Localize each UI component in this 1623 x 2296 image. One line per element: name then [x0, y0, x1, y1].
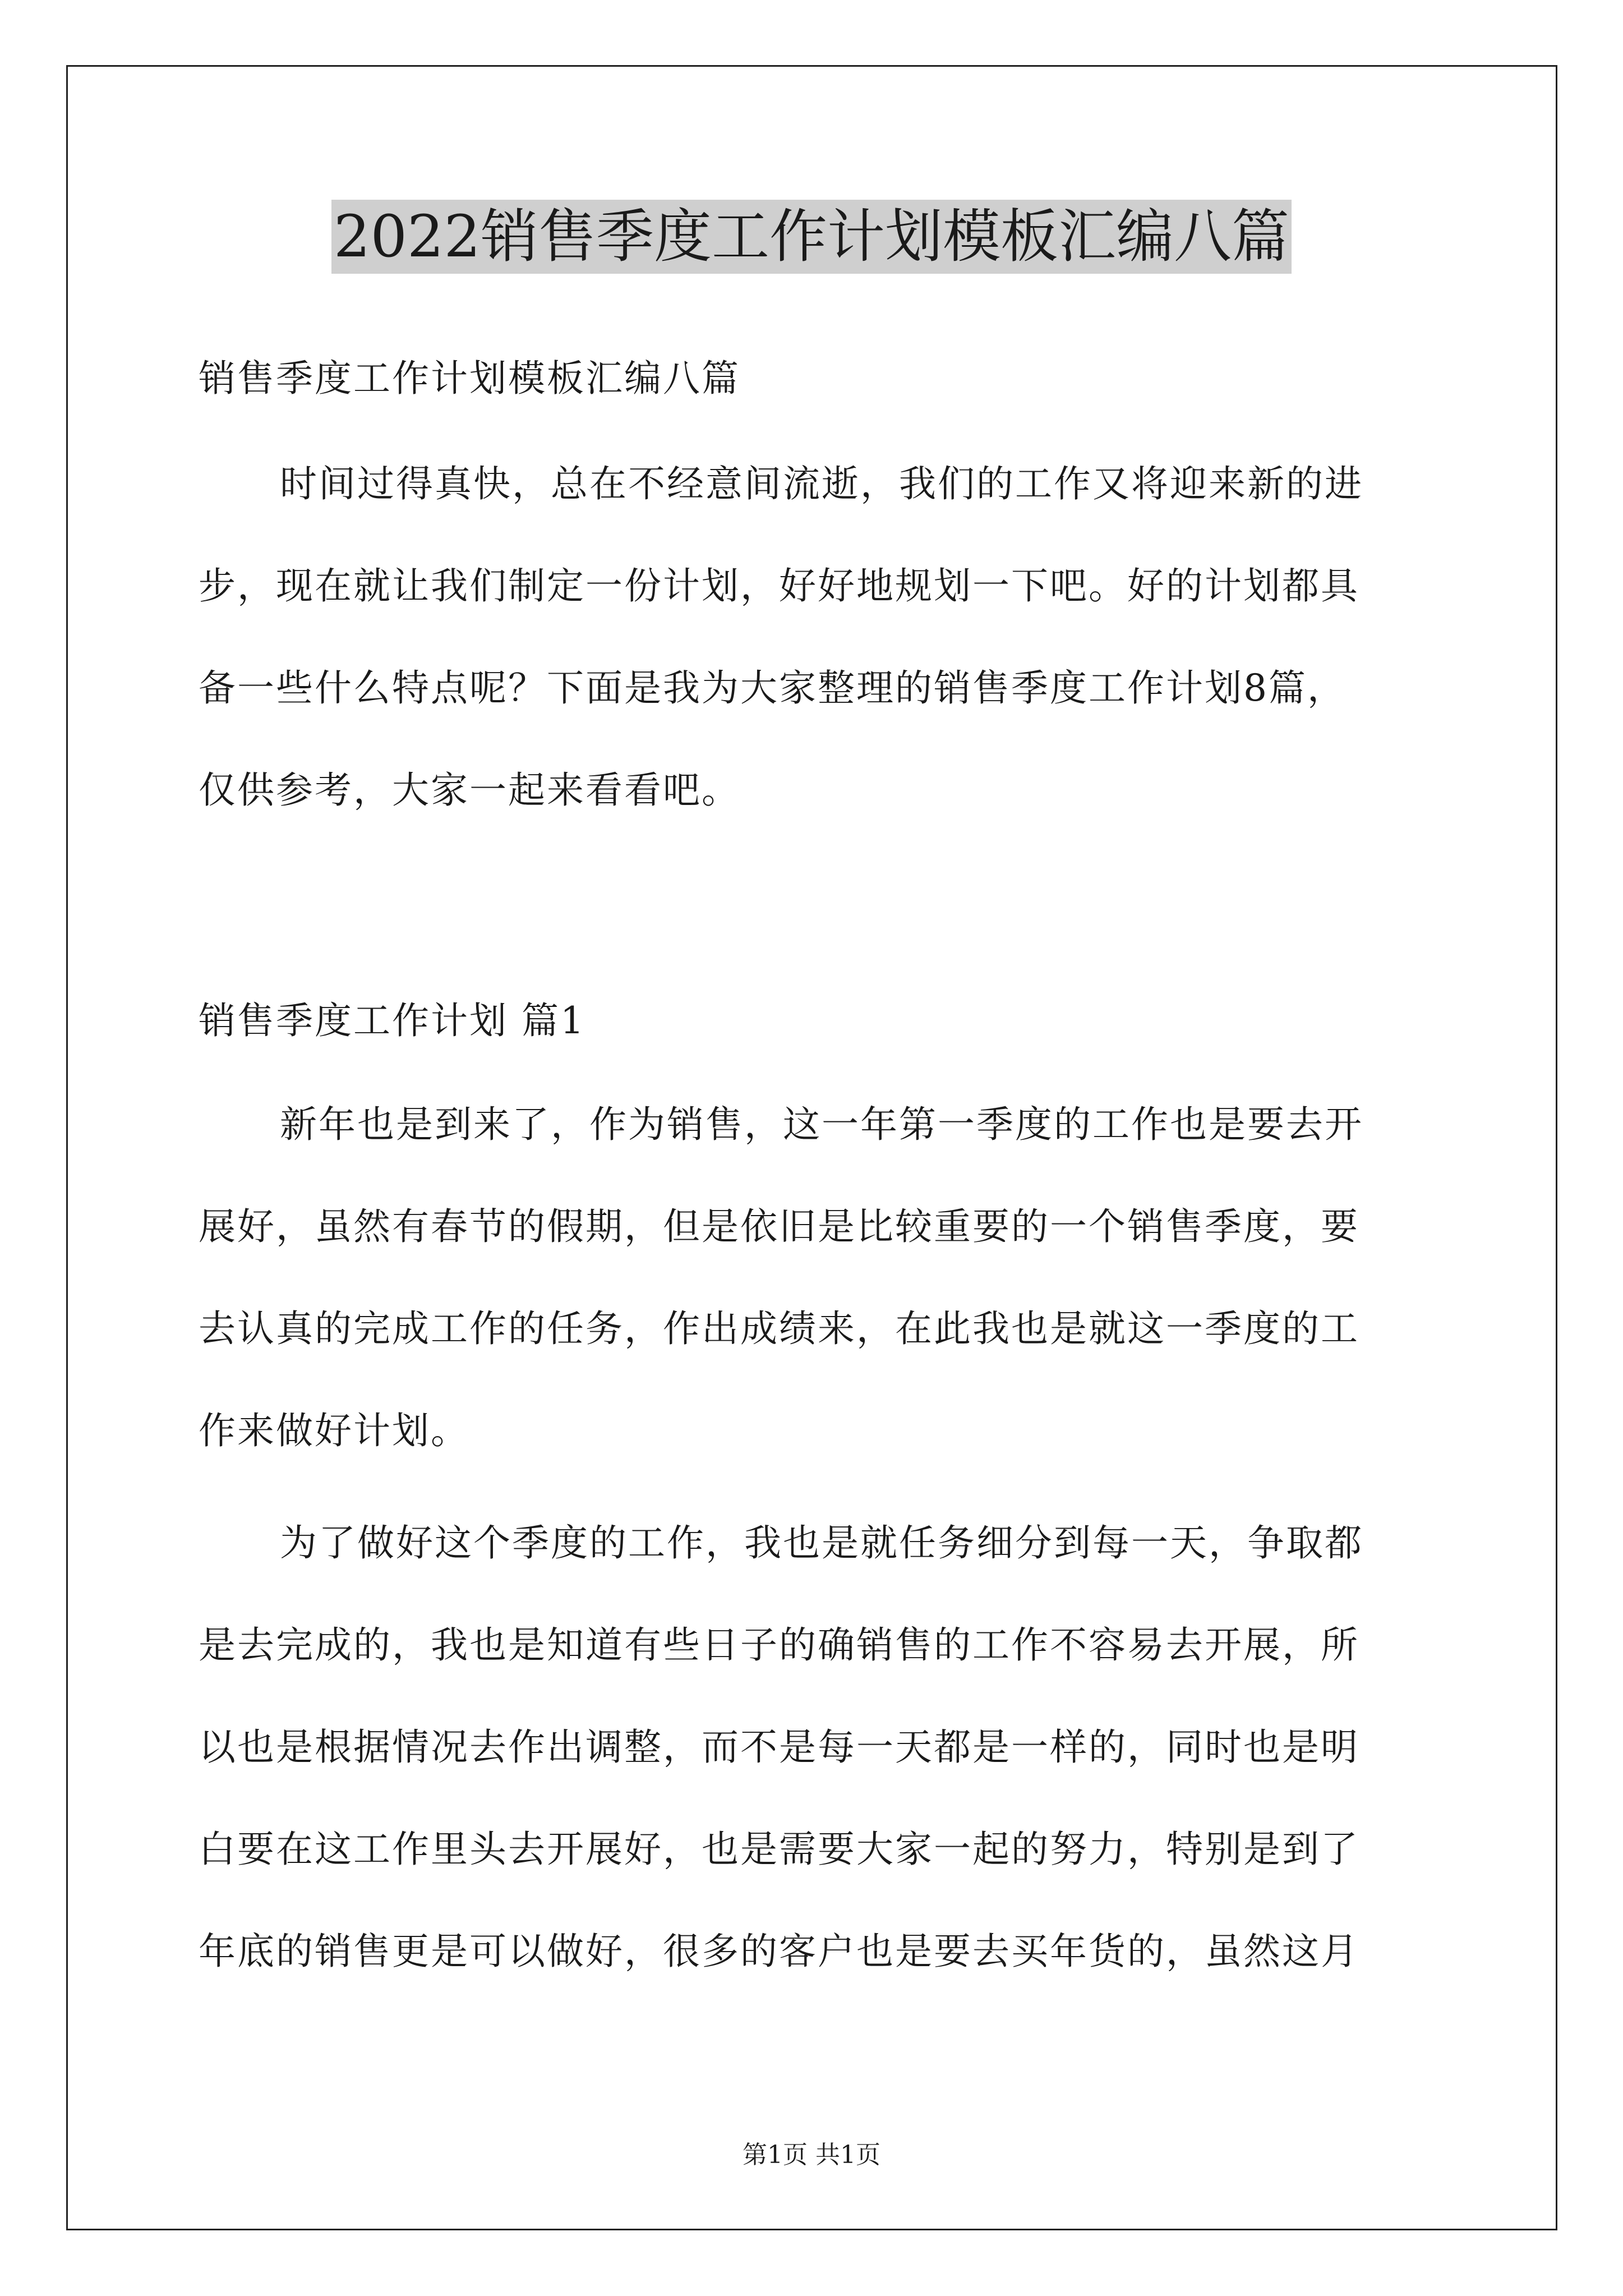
para2-line-2: 是去完成的，我也是知道有些日子的确销售的工作不容易去开展，所 — [199, 1623, 1359, 1667]
para2-line-3: 以也是根据情况去作出调整，而不是每一天都是一样的，同时也是明 — [199, 1726, 1359, 1769]
document-subtitle: 销售季度工作计划模板汇编八篇 — [199, 357, 740, 400]
intro-line-2: 步，现在就让我们制定一份计划，好好地规划一下吧。好的计划都具 — [199, 564, 1359, 608]
para1-line-2: 展好，虽然有春节的假期，但是依旧是比较重要的一个销售季度，要 — [199, 1205, 1359, 1248]
para1-line-4: 作来做好计划。 — [199, 1409, 469, 1452]
intro-line-3: 备一些什么特点呢？下面是我为大家整理的销售季度工作计划8篇， — [199, 666, 1346, 710]
intro-line-4: 仅供参考，大家一起来看看吧。 — [199, 769, 740, 812]
para1-line-1: 新年也是到来了，作为销售，这一年第一季度的工作也是要去开 — [280, 1103, 1363, 1146]
para2-line-1: 为了做好这个季度的工作，我也是就任务细分到每一天，争取都 — [280, 1521, 1363, 1565]
section-heading: 销售季度工作计划 篇1 — [199, 999, 585, 1042]
page-number-footer: 第1页 共1页 — [743, 2141, 880, 2169]
para2-line-4: 白要在这工作里头去开展好，也是需要大家一起的努力，特别是到了 — [199, 1828, 1359, 1871]
para1-line-3: 去认真的完成工作的任务，作出成绩来，在此我也是就这一季度的工 — [199, 1307, 1359, 1350]
document-title: 2022销售季度工作计划模板汇编八篇 — [0, 197, 1623, 276]
para2-line-5: 年底的销售更是可以做好，很多的客户也是要去买年货的，虽然这月 — [199, 1930, 1359, 1973]
intro-line-1: 时间过得真快，总在不经意间流逝，我们的工作又将迎来新的进 — [280, 462, 1363, 505]
